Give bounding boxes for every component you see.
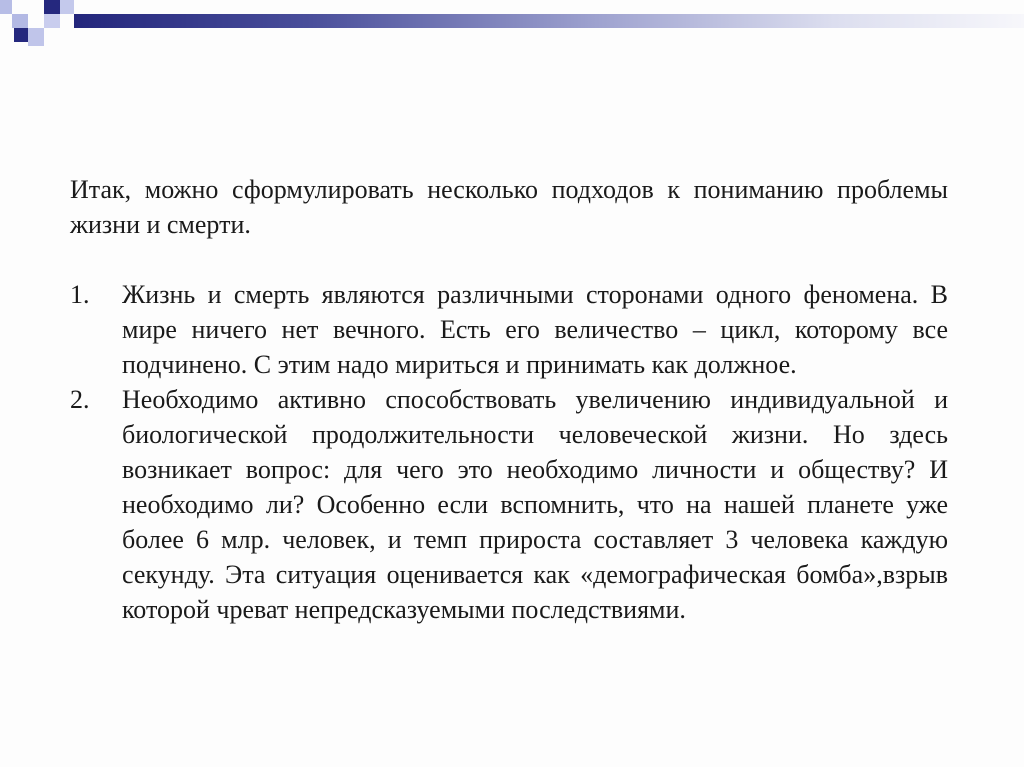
list-item-number: 1. (70, 280, 90, 309)
header-gradient-bar (74, 14, 1024, 28)
decor-square (0, 0, 12, 14)
list-item-number: 2. (70, 385, 90, 414)
decor-square-dark (44, 0, 60, 14)
list-item (70, 277, 948, 382)
intro-paragraph: Итак, можно сформулировать несколько подходов к пониманию проблемы жизни и смерти. (70, 175, 948, 239)
decor-square (12, 14, 28, 28)
list-item-text: Жизнь и смерть являются различными сторонами одного феномена. В мире ничего нет вечного. Есть его величество – цикл, которому все подчинено. С этим надо мириться и принимать как должное. (122, 280, 948, 379)
decor-square (60, 0, 74, 14)
list-item-text: Необходимо активно способствовать увеличению индивидуальной и биологической продолжительности человеческой жизни. Но здесь возникает вопрос: для чего это необходимо личности и обществу? И необходимо ли? Особенно если вспомнить, что на нашей планете уже более 6 млр. человек, и темп прироста составляет 3 человека каждую секунду. Эта ситуация оценивается как «демографическая бомба»,взрыв которой чреват непредсказуемыми последствиями. (122, 385, 948, 624)
approaches-list (70, 277, 948, 627)
decor-square-dark (14, 28, 28, 42)
decor-square (28, 28, 44, 46)
list-item (70, 382, 948, 627)
slide-body (70, 172, 948, 627)
decor-square (44, 14, 60, 28)
